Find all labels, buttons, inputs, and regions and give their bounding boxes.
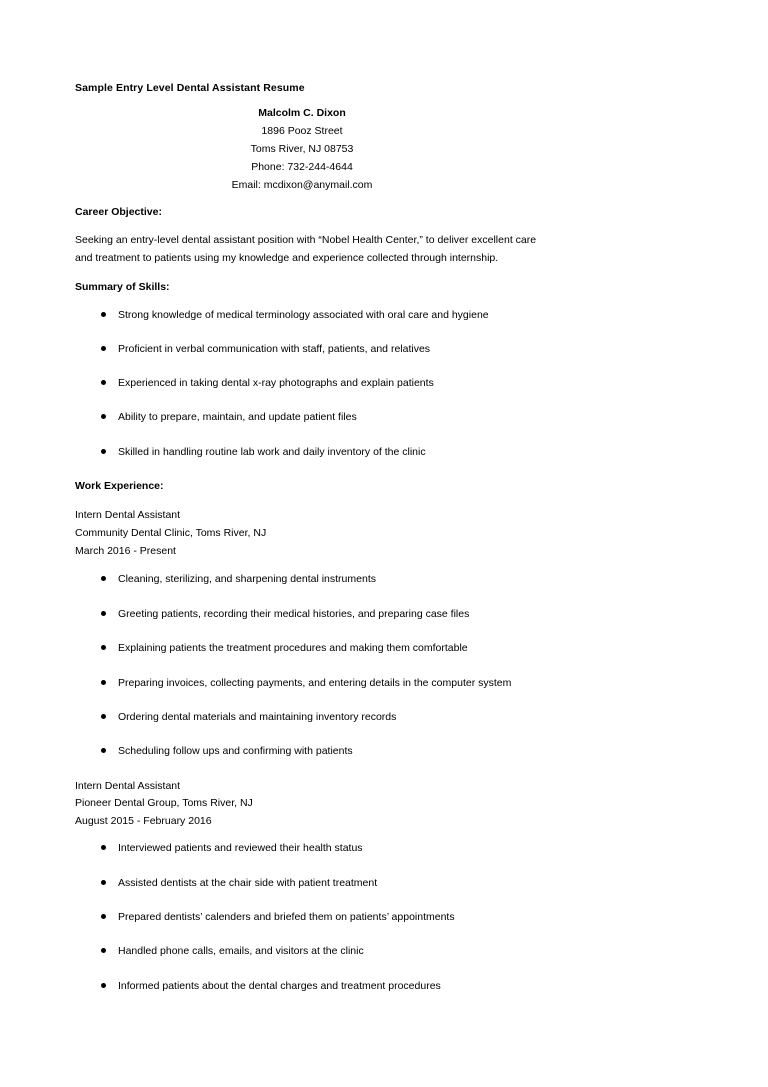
bullet-icon [101,748,106,753]
job-duty: Assisted dentists at the chair side with patient treatment [101,877,377,889]
job-company: Community Dental Clinic, Toms River, NJ [75,527,267,539]
job-duty: Preparing invoices, collecting payments, and entering details in the computer system [101,677,511,689]
bullet-icon [101,880,106,885]
document-title: Sample Entry Level Dental Assistant Resume [75,82,305,94]
contact-email: Email: mcdixon@anymail.com [231,179,373,191]
skill-item: Proficient in verbal communication with staff, patients, and relatives [101,343,430,355]
job-duty: Ordering dental materials and maintaining inventory records [101,711,396,723]
job-duty: Cleaning, sterilizing, and sharpening dental instruments [101,573,376,585]
job-dates: August 2015 - February 2016 [75,815,212,827]
job-duty: Greeting patients, recording their medical histories, and preparing case files [101,608,469,620]
job-title: Intern Dental Assistant [75,780,181,792]
job-duty: Prepared dentists’ calenders and briefed them on patients’ appointments [101,911,455,923]
bullet-icon [101,449,106,454]
bullet-icon [101,312,106,317]
objective-text [75,231,545,267]
bullet-icon [101,645,106,650]
job-duty: Interviewed patients and reviewed their health status [101,842,363,854]
skill-item: Strong knowledge of medical terminology associated with oral care and hygiene [101,309,489,321]
contact-street: 1896 Pooz Street [261,125,343,137]
objective-line-2: and treatment to patients using my knowledge and experience collected through internship. [75,252,499,264]
skill-item: Ability to prepare, maintain, and update patient files [101,411,357,423]
bullet-icon [101,680,106,685]
bullet-icon [101,611,106,616]
job-duty: Scheduling follow ups and confirming with patients [101,745,353,757]
job-duty: Handled phone calls, emails, and visitors at the clinic [101,945,364,957]
job-duty: Informed patients about the dental charges and treatment procedures [101,980,441,992]
bullet-icon [101,845,106,850]
job-title: Intern Dental Assistant [75,509,181,521]
skill-item: Skilled in handling routine lab work and daily inventory of the clinic [101,446,426,458]
bullet-icon [101,948,106,953]
bullet-icon [101,346,106,351]
objective-heading: Career Objective: [75,206,162,218]
job-dates: March 2016 - Present [75,545,176,557]
job-company: Pioneer Dental Group, Toms River, NJ [75,797,253,809]
contact-phone: Phone: 732-244-4644 [251,161,353,173]
contact-city: Toms River, NJ 08753 [250,143,354,155]
skills-heading: Summary of Skills: [75,281,170,293]
bullet-icon [101,983,106,988]
job-duty: Explaining patients the treatment procedures and making them comfortable [101,642,468,654]
bullet-icon [101,576,106,581]
skill-item: Experienced in taking dental x-ray photographs and explain patients [101,377,434,389]
bullet-icon [101,414,106,419]
experience-heading: Work Experience: [75,480,164,492]
objective-line-1: Seeking an entry-level dental assistant position with “Nobel Health Center,” to deliver excellent care [75,234,537,246]
bullet-icon [101,380,106,385]
contact-name: Malcolm C. Dixon [258,107,346,119]
bullet-icon [101,914,106,919]
bullet-icon [101,714,106,719]
